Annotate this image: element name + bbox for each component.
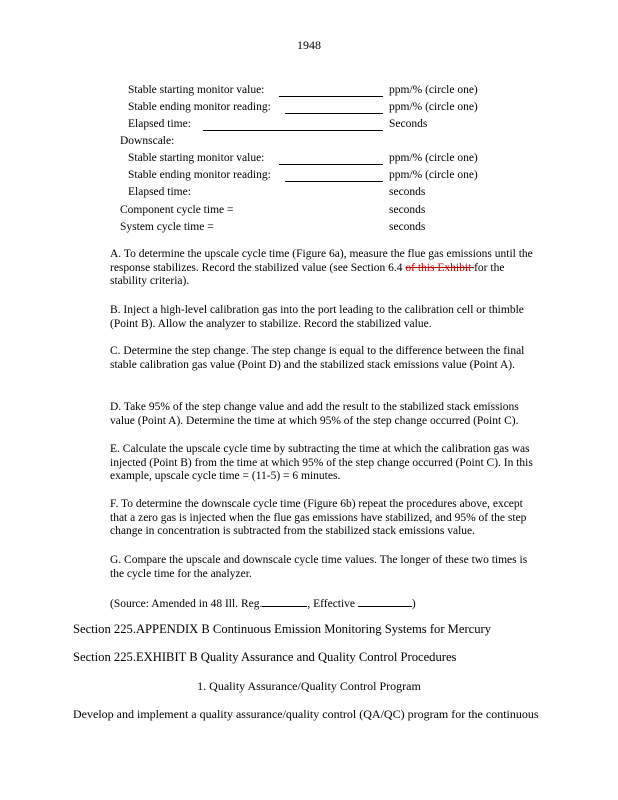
paragraph-b: B. Inject a high-level calibration gas into the port leading to the calibration cell or thimble (Point B). Allow the analyzer to stabilize. Record the stabilized value. [110, 304, 524, 330]
paragraph-a-text: A. To determine the upscale cycle time (Figure 6a), measure the flue gas emissions until the response stabilizes. Record the stabilized value (see Section 6.4 [110, 248, 533, 274]
upscale-end-unit: ppm/% (circle one) [389, 101, 478, 113]
downscale-end-unit: ppm/% (circle one) [389, 169, 478, 181]
source-middle: , Effective [307, 598, 358, 610]
effective-date-blank[interactable] [358, 595, 412, 607]
downscale-start-label: Stable starting monitor value: [128, 152, 265, 164]
page-number: 1948 [297, 38, 321, 52]
paragraph-e: E. Calculate the upscale cycle time by subtracting the time at which the calibration gas was injected (Point B) from the time at which 95% of the step change occurred (Point C). In this example, upscale cycle time = (11-5) = 6 minutes. [110, 443, 533, 483]
upscale-end-blank[interactable] [285, 100, 383, 114]
source-prefix: (Source: Amended in 48 Ill. Reg. [110, 598, 263, 610]
upscale-start-blank[interactable] [279, 83, 383, 97]
paragraph-a-struck-text: of this Exhibit [405, 261, 475, 274]
downscale-elapsed-unit: seconds [389, 186, 426, 198]
source-note [110, 595, 416, 611]
component-cycle-unit: seconds [389, 204, 426, 216]
paragraph-g: G. Compare the upscale and downscale cycle time values. The longer of these two times is the cycle time for the analyzer. [110, 554, 528, 580]
body-text-start: Develop and implement a quality assurance/quality control (QA/QC) program for the continuous [73, 707, 539, 721]
system-cycle-label: System cycle time = [120, 221, 214, 233]
exhibit-heading: Section 225.EXHIBIT B Quality Assurance and Quality Control Procedures [73, 650, 457, 664]
downscale-end-label: Stable ending monitor reading: [128, 169, 271, 181]
component-cycle-label: Component cycle time = [120, 204, 234, 216]
subsection-heading: 1. Quality Assurance/Quality Control Program [197, 679, 421, 693]
register-blank[interactable] [262, 595, 307, 607]
upscale-elapsed-unit: Seconds [389, 118, 428, 130]
upscale-elapsed-blank[interactable] [203, 117, 383, 131]
upscale-start-unit: ppm/% (circle one) [389, 84, 478, 96]
system-cycle-unit: seconds [389, 221, 426, 233]
downscale-start-blank[interactable] [279, 151, 383, 165]
upscale-start-label: Stable starting monitor value: [128, 84, 265, 96]
paragraph-c: C. Determine the step change. The step change is equal to the difference between the final stable calibration gas value (Point D) and the stabilized stack emissions value (Point A). [110, 345, 525, 371]
source-suffix: ) [411, 598, 416, 610]
paragraph-d: D. Take 95% of the step change value and add the result to the stabilized stack emissions value (Point A). Determine the time at which 95% of the step change occurred (Point C). [110, 401, 519, 427]
appendix-heading: Section 225.APPENDIX B Continuous Emission Monitoring Systems for Mercury [73, 622, 492, 636]
upscale-end-label: Stable ending monitor reading: [128, 101, 271, 113]
downscale-heading: Downscale: [120, 135, 175, 147]
paragraph-a-tail: for the stability criteria). [110, 261, 505, 288]
paragraph-a [110, 248, 542, 289]
downscale-start-unit: ppm/% (circle one) [389, 152, 478, 164]
upscale-elapsed-label: Elapsed time: [128, 118, 191, 130]
downscale-elapsed-label: Elapsed time: [128, 186, 191, 198]
downscale-end-blank[interactable] [285, 168, 383, 182]
paragraph-f: F. To determine the downscale cycle time (Figure 6b) repeat the procedures above, except that a zero gas is injected when the flue gas emissions have stabilized, and 95% of the step change in concentration is subtracted from the stabilized stack emissions value. [110, 498, 527, 538]
